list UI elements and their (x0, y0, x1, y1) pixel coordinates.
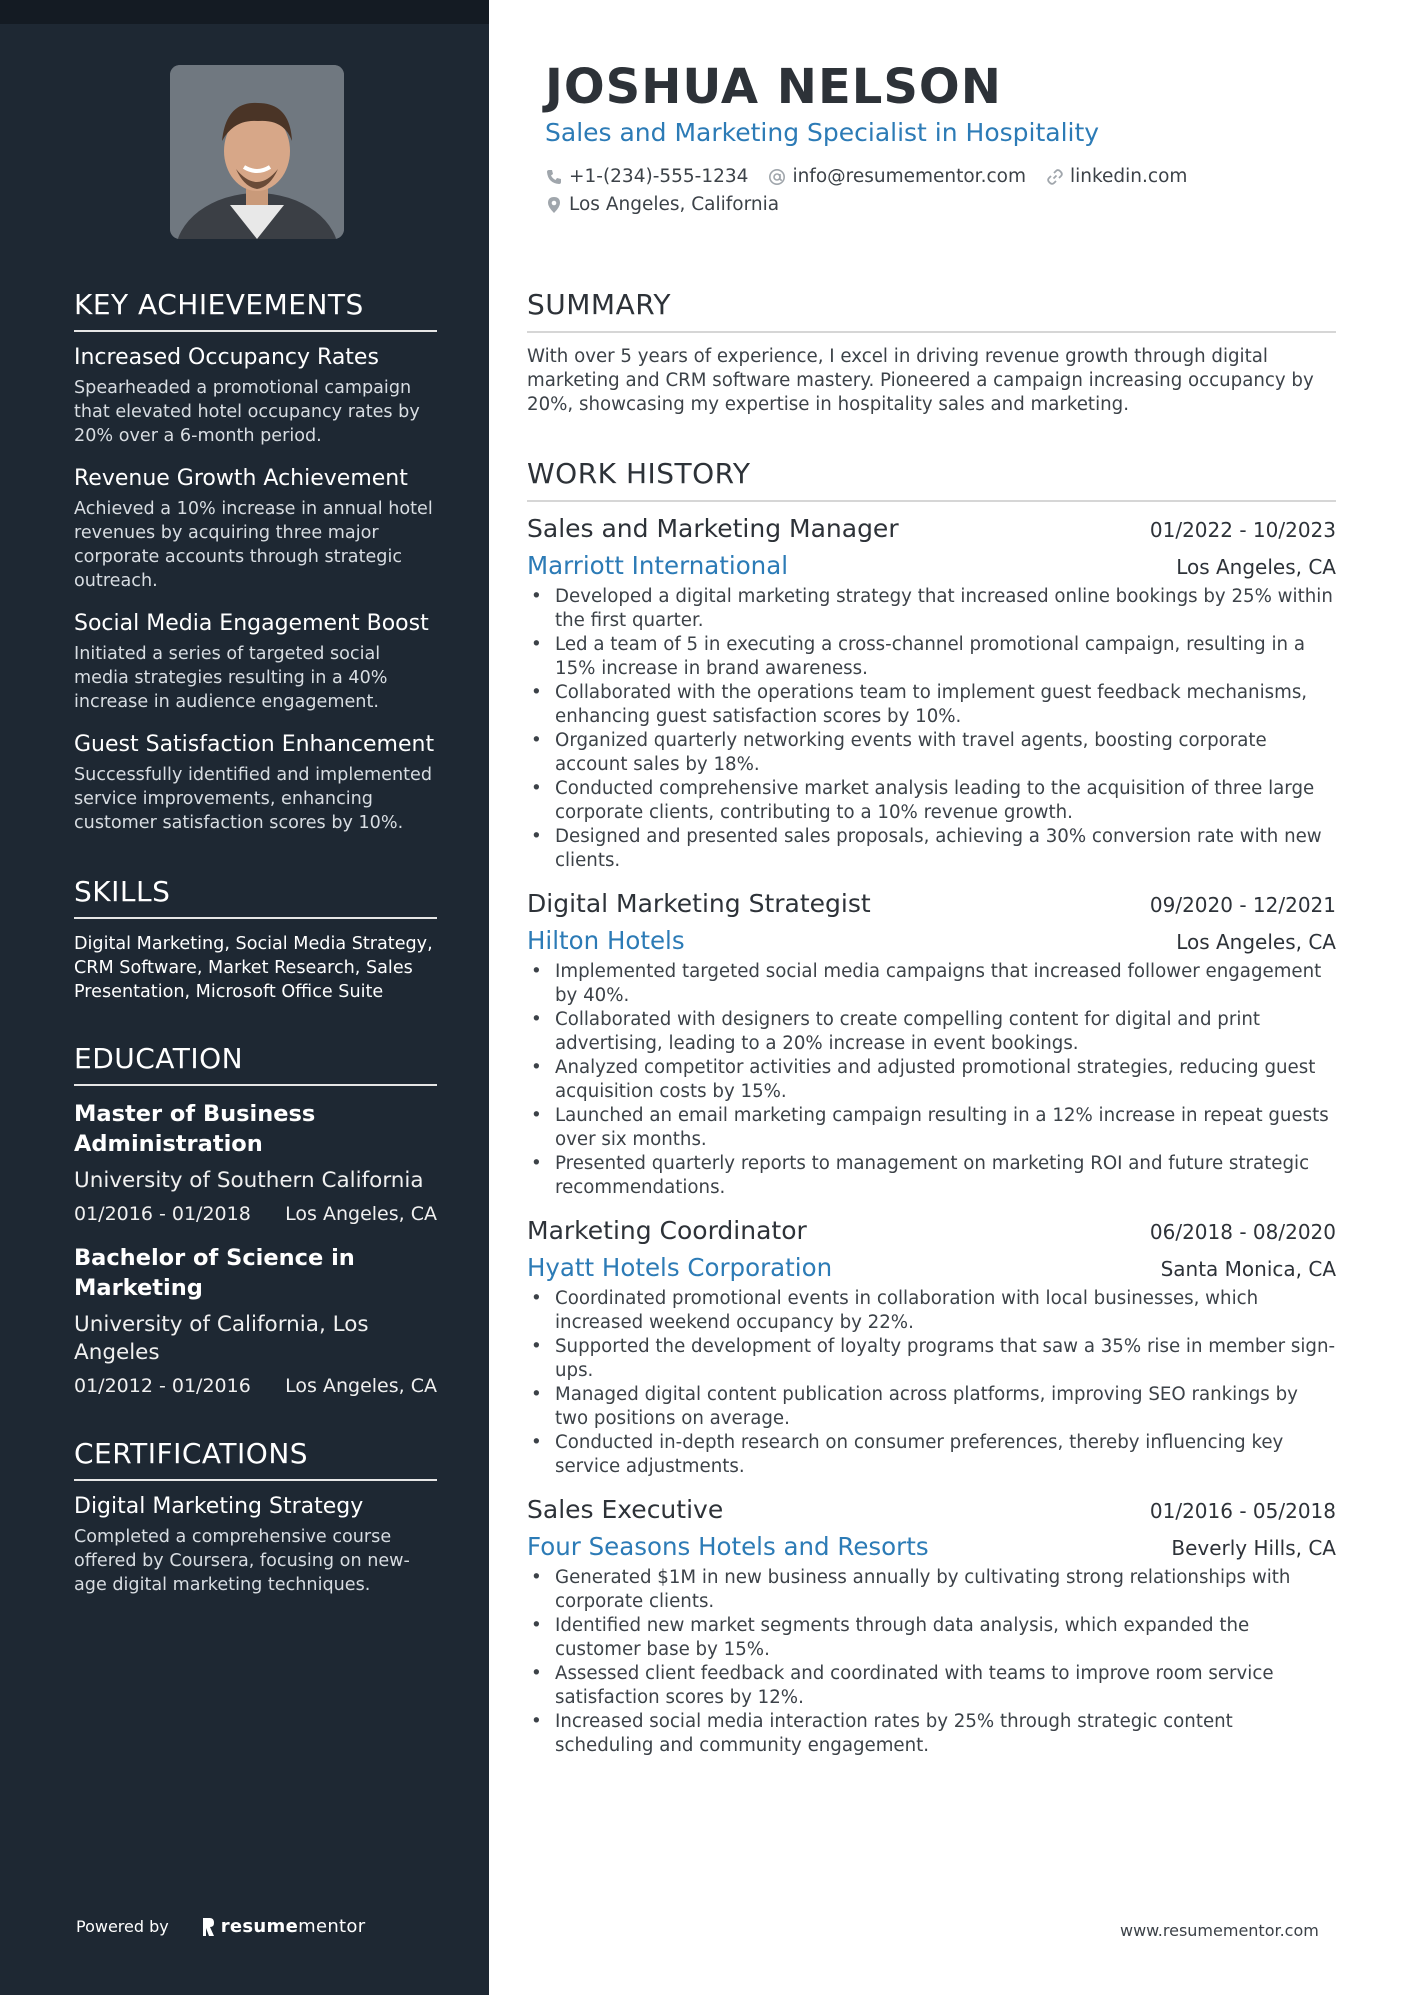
skills-list: Digital Marketing, Social Media Strategy, CRM Software, Market Research, Sales Presentation, Microsoft Office Suite (74, 934, 433, 1002)
sidebar-top-band (0, 0, 489, 24)
contact-location (545, 191, 779, 219)
summary-text: With over 5 years of experience, I excel in driving revenue growth through digital marketing and CRM software mastery. Pioneered a campaign increasing occupancy by 20%, showcasing my expertise in hospitality sales and marketing. (527, 346, 1314, 415)
education-location: Los Angeles, CA (285, 1375, 437, 1397)
job-title: Sales Executive (527, 1495, 724, 1524)
phone-text: +1-(234)-555-1234 (569, 166, 749, 187)
job-entry (527, 514, 1336, 873)
job-bullet: • Generated $1M in new business annually by cultivating strong relationships with corporate clients. (527, 1566, 1336, 1614)
at-icon (768, 168, 786, 186)
profile-photo (170, 65, 344, 239)
skills-heading: SKILLS (74, 875, 437, 919)
achievement-title: Revenue Growth Achievement (74, 466, 408, 491)
job-bullet: • Collaborated with designers to create compelling content for digital and print advertising, leading to a 20% increase in event bookings. (527, 1008, 1336, 1056)
education-heading: EDUCATION (74, 1042, 437, 1086)
job-title: Marketing Coordinator (527, 1216, 807, 1245)
job-location: Los Angeles, CA (1176, 555, 1336, 579)
achievement-item (74, 732, 437, 835)
job-bullet: • Developed a digital marketing strategy that increased online bookings by 25% within the first quarter. (527, 585, 1336, 633)
job-dates: 06/2018 - 08/2020 (1149, 1220, 1336, 1244)
education-meta (74, 1203, 437, 1225)
contact-phone[interactable] (545, 163, 748, 191)
location-pin-icon (545, 196, 563, 214)
job-bullet: • Collaborated with the operations team to implement guest feedback mechanisms, enhancing guest satisfaction scores by 10%. (527, 681, 1336, 729)
education-school: University of California, Los Angeles (74, 1312, 369, 1365)
job-bullet: • Launched an email marketing campaign resulting in a 12% increase in repeat guests over six months. (527, 1104, 1336, 1152)
job-company: Four Seasons Hotels and Resorts (527, 1532, 929, 1561)
job-title: Sales and Marketing Manager (527, 514, 899, 543)
candidate-role: Sales and Marketing Specialist in Hospitality (545, 118, 1100, 147)
brand-logo[interactable] (201, 1916, 366, 1937)
job-company: Marriott International (527, 551, 789, 580)
achievement-item (74, 466, 437, 593)
education-dates: 01/2012 - 01/2016 (74, 1375, 251, 1397)
certifications-heading: CERTIFICATIONS (74, 1437, 437, 1481)
job-location: Beverly Hills, CA (1171, 1536, 1336, 1560)
achievement-desc: Spearheaded a promotional campaign that elevated hotel occupancy rates by 20% over a 6-month period. (74, 378, 420, 446)
achievement-title: Increased Occupancy Rates (74, 345, 379, 370)
brand-name-bold: resume (220, 1916, 299, 1937)
job-bullets (527, 585, 1336, 873)
job-bullet: • Assessed client feedback and coordinated with teams to improve room service satisfaction scores by 12%. (527, 1662, 1336, 1710)
job-bullet: • Managed digital content publication across platforms, improving SEO rankings by two positions on average. (527, 1383, 1336, 1431)
job-bullet: • Coordinated promotional events in collaboration with local businesses, which increased weekend occupancy by 22%. (527, 1287, 1336, 1335)
education-school: University of Southern California (74, 1168, 424, 1193)
education-item (74, 1099, 437, 1225)
job-company: Hyatt Hotels Corporation (527, 1253, 833, 1282)
job-bullet: • Led a team of 5 in executing a cross-channel promotional campaign, resulting in a 15% increase in brand awareness. (527, 633, 1336, 681)
sidebar-content (74, 288, 437, 1615)
powered-by (76, 1916, 365, 1937)
job-bullet: • Organized quarterly networking events with travel agents, boosting corporate account sales by 18%. (527, 729, 1336, 777)
job-dates: 01/2022 - 10/2023 (1149, 518, 1336, 542)
job-bullet: • Implemented targeted social media campaigns that increased follower engagement by 40%. (527, 960, 1336, 1008)
job-bullet: • Identified new market segments through data analysis, which expanded the customer base by 15%. (527, 1614, 1336, 1662)
job-location: Santa Monica, CA (1160, 1257, 1336, 1281)
job-bullet: • Increased social media interaction rates by 25% through strategic content scheduling and community engagement. (527, 1710, 1336, 1758)
work-history-heading: WORK HISTORY (527, 457, 1336, 502)
certification-item (74, 1494, 437, 1597)
job-bullet: • Conducted comprehensive market analysis leading to the acquisition of three large corporate clients, contributing to a 10% revenue growth. (527, 777, 1336, 825)
footer-website-link[interactable]: www.resumementor.com (1120, 1921, 1319, 1940)
contact-email[interactable] (768, 163, 1026, 191)
achievement-item (74, 345, 437, 448)
certification-desc: Completed a comprehensive course offered by Coursera, focusing on new-age digital marketing techniques. (74, 1527, 410, 1595)
education-dates: 01/2016 - 01/2018 (74, 1203, 251, 1225)
job-title: Digital Marketing Strategist (527, 889, 871, 918)
contact-linkedin[interactable] (1046, 163, 1187, 191)
job-bullet: • Presented quarterly reports to management on marketing ROI and future strategic recommendations. (527, 1152, 1336, 1200)
brand-name-light: mentor (298, 1916, 366, 1937)
job-bullets (527, 1566, 1336, 1758)
job-bullet: • Designed and presented sales proposals, achieving a 30% conversion rate with new clients. (527, 825, 1336, 873)
job-entry (527, 889, 1336, 1200)
email-text: info@resumementor.com (792, 166, 1026, 187)
job-dates: 01/2016 - 05/2018 (1149, 1499, 1336, 1523)
achievement-title: Social Media Engagement Boost (74, 611, 429, 636)
job-bullets (527, 960, 1336, 1200)
education-degree: Bachelor of Science in Marketing (74, 1245, 355, 1301)
education-meta (74, 1375, 437, 1397)
job-entry (527, 1216, 1336, 1479)
location-text: Los Angeles, California (569, 194, 780, 215)
achievement-desc: Initiated a series of targeted social media strategies resulting in a 40% increase in audience engagement. (74, 644, 388, 712)
contact-info (545, 163, 1325, 219)
phone-icon (545, 168, 563, 186)
achievement-title: Guest Satisfaction Enhancement (74, 732, 435, 757)
job-company: Hilton Hotels (527, 926, 685, 955)
candidate-name: JOSHUA NELSON (545, 59, 1002, 115)
achievement-desc: Successfully identified and implemented service improvements, enhancing customer satisfaction scores by 10%. (74, 765, 433, 833)
achievement-item (74, 611, 437, 714)
job-bullets (527, 1287, 1336, 1479)
job-bullet: • Supported the development of loyalty programs that saw a 35% rise in member sign-ups. (527, 1335, 1336, 1383)
main-content (527, 288, 1336, 1774)
job-dates: 09/2020 - 12/2021 (1149, 893, 1336, 917)
resume-header (545, 58, 1325, 219)
job-bullet: • Analyzed competitor activities and adjusted promotional strategies, reducing guest acquisition costs by 15%. (527, 1056, 1336, 1104)
job-bullet: • Conducted in-depth research on consumer preferences, thereby influencing key service adjustments. (527, 1431, 1336, 1479)
education-item (74, 1243, 437, 1397)
linkedin-text: linkedin.com (1069, 166, 1188, 187)
summary-heading: SUMMARY (527, 288, 1336, 333)
job-entry (527, 1495, 1336, 1758)
achievement-desc: Achieved a 10% increase in annual hotel revenues by acquiring three major corporate accounts through strategic outreach. (74, 499, 433, 591)
powered-by-label: Powered by (76, 1917, 169, 1936)
job-location: Los Angeles, CA (1176, 930, 1336, 954)
sidebar (0, 0, 489, 1995)
education-degree: Master of Business Administration (74, 1101, 316, 1157)
achievements-heading: KEY ACHIEVEMENTS (74, 288, 437, 332)
link-icon (1046, 168, 1064, 186)
profile-photo-illustration (170, 65, 344, 239)
certification-title: Digital Marketing Strategy (74, 1494, 364, 1519)
brand-mark-icon (201, 1917, 215, 1937)
education-location: Los Angeles, CA (285, 1203, 437, 1225)
